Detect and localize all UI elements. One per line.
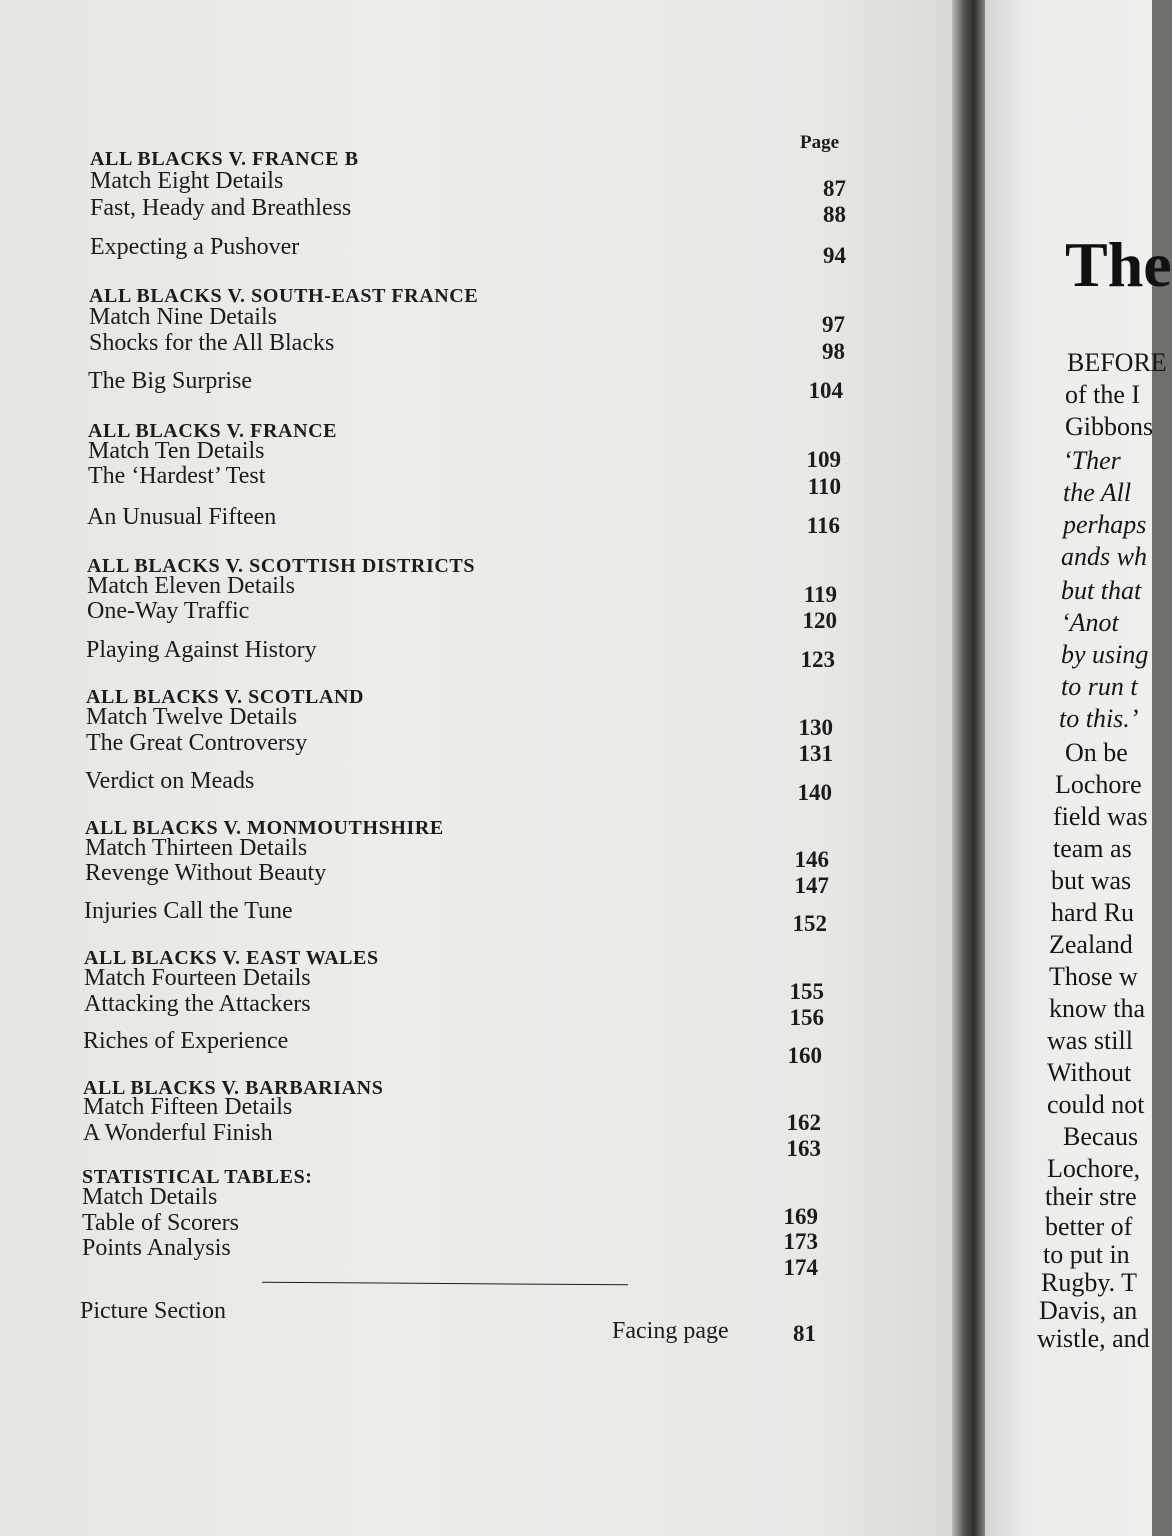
toc-entry-page: 130 [798, 715, 833, 740]
toc-entry-page: 98 [822, 339, 845, 364]
toc-entry-page: 152 [792, 911, 827, 936]
body-text-line: Becaus [1063, 1122, 1139, 1151]
section-heading: ALL BLACKS V. SCOTLAND [86, 686, 365, 708]
body-text-line: hard Ru [1051, 898, 1135, 927]
body-text-line: perhaps [1063, 510, 1147, 539]
toc-entry-title: Points Analysis [82, 1235, 231, 1261]
toc-entry-page: 104 [808, 378, 843, 403]
toc-entry-title: Fast, Heady and Breathless [90, 195, 352, 221]
toc-entry-page: 123 [800, 647, 835, 672]
body-text-line: wistle, and [1037, 1324, 1150, 1353]
toc-entry-title: Riches of Experience [83, 1028, 289, 1054]
toc-entry-page: 109 [806, 447, 841, 472]
body-text-line: better of [1045, 1212, 1133, 1241]
body-text-line: to put in [1043, 1240, 1130, 1269]
body-text-line: ‘Ther [1063, 446, 1121, 475]
toc-entry-title: Match Fifteen Details [83, 1094, 293, 1120]
toc-entry-page: 156 [789, 1005, 824, 1030]
body-text-line: Davis, an [1039, 1296, 1138, 1325]
toc-entry-title: Match Details [82, 1184, 218, 1210]
body-text-line: Rugby. T [1041, 1268, 1138, 1297]
section-heading: ALL BLACKS V. EAST WALES [84, 947, 379, 969]
body-text-line: Lochore, [1047, 1154, 1141, 1183]
toc-entry-page: 163 [786, 1136, 821, 1161]
toc-entry-page: 97 [822, 312, 845, 337]
body-text-line: ands wh [1061, 542, 1147, 571]
body-text-line: was still [1047, 1026, 1133, 1055]
section-heading: ALL BLACKS V. FRANCE B [90, 148, 359, 170]
section-heading: ALL BLACKS V. SOUTH-EAST FRANCE [89, 285, 479, 307]
toc-entry-title: An Unusual Fifteen [87, 504, 277, 530]
toc-entry-title: Expecting a Pushover [90, 234, 300, 260]
body-text-line: Gibbons [1065, 412, 1154, 441]
picture-section-page: 81 [793, 1321, 816, 1346]
toc-entry-page: 131 [798, 741, 833, 766]
body-text-line: BEFORE [1067, 348, 1167, 377]
toc-entry-title: Match Eleven Details [87, 573, 295, 599]
toc-entry-page: 140 [797, 780, 832, 805]
page-column-header: Page [800, 132, 840, 153]
toc-entry-title: Revenge Without Beauty [85, 860, 327, 886]
body-text-line: the All [1063, 478, 1132, 507]
body-text-line: know tha [1049, 994, 1146, 1023]
toc-entry-page: 88 [823, 202, 846, 227]
body-text-line: to this.’ [1059, 704, 1139, 733]
toc-entry-title: Verdict on Meads [85, 768, 255, 794]
toc-entry-page: 110 [807, 474, 841, 499]
toc-entry-page: 146 [794, 847, 829, 872]
toc-entry-page: 116 [806, 513, 840, 538]
toc-entry-title: Attacking the Attackers [84, 991, 311, 1017]
toc-entry-page: 120 [802, 608, 837, 633]
body-text-line: Without [1047, 1058, 1132, 1087]
toc-entry-page: 160 [787, 1043, 822, 1068]
right-page [985, 0, 1172, 1536]
section-heading: ALL BLACKS V. SCOTTISH DISTRICTS [87, 555, 476, 577]
toc-entry-title: Match Nine Details [89, 304, 277, 330]
chapter-title: The [1065, 229, 1172, 300]
toc-entry-page: 155 [789, 979, 824, 1004]
toc-entry-title: Playing Against History [86, 637, 317, 663]
facing-page-label: Facing page [612, 1318, 729, 1344]
toc-entry-title: The Great Controversy [86, 730, 308, 756]
divider-rule [262, 1282, 628, 1286]
body-text-line: could not [1047, 1090, 1145, 1119]
section-heading: STATISTICAL TABLES: [82, 1166, 313, 1188]
body-text-line: Those w [1049, 962, 1138, 991]
toc-entry-title: One-Way Traffic [87, 598, 250, 624]
body-text-line: but was [1051, 866, 1132, 895]
picture-section-title: Picture Section [80, 1298, 226, 1324]
toc-entry-page: 87 [823, 176, 846, 201]
toc-entry-title: Injuries Call the Tune [84, 898, 293, 924]
toc-entry-page: 94 [823, 243, 846, 268]
body-text-line: ‘Anot [1061, 608, 1119, 637]
section-heading: ALL BLACKS V. FRANCE [88, 420, 338, 442]
toc-entry-title: Match Thirteen Details [85, 835, 308, 861]
toc-entry-title: Match Eight Details [90, 168, 284, 194]
toc-entry-title: Table of Scorers [82, 1210, 239, 1236]
body-text-line: to run t [1061, 672, 1138, 701]
body-text-line: team as [1053, 834, 1132, 863]
toc-entry-title: Match Fourteen Details [84, 965, 311, 991]
body-text-line: On be [1065, 738, 1128, 767]
section-heading: ALL BLACKS V. BARBARIANS [83, 1077, 384, 1099]
body-text-line: Lochore [1055, 770, 1142, 799]
body-text-line: but that [1061, 576, 1142, 605]
toc-entry-page: 147 [794, 873, 829, 898]
toc-entry-page: 162 [786, 1110, 821, 1135]
toc-entry-title: A Wonderful Finish [83, 1120, 273, 1146]
toc-entry-title: Shocks for the All Blacks [89, 330, 335, 356]
body-text-line: Zealand [1049, 930, 1133, 959]
toc-entry-page: 173 [783, 1229, 818, 1254]
toc-entry-title: Match Ten Details [88, 438, 265, 464]
body-text-line: field was [1053, 802, 1148, 831]
toc-entry-page: 174 [783, 1255, 818, 1280]
toc-entry-page: 119 [803, 582, 837, 607]
toc-entry-title: Match Twelve Details [86, 704, 298, 730]
toc-entry-title: The Big Surprise [88, 368, 252, 394]
body-text-line: their stre [1045, 1182, 1137, 1211]
section-heading: ALL BLACKS V. MONMOUTHSHIRE [85, 817, 444, 839]
toc-entry-title: The ‘Hardest’ Test [88, 463, 266, 489]
body-text-line: of the I [1065, 380, 1141, 409]
body-text-line: by using [1061, 640, 1149, 669]
toc-entry-page: 169 [783, 1204, 818, 1229]
